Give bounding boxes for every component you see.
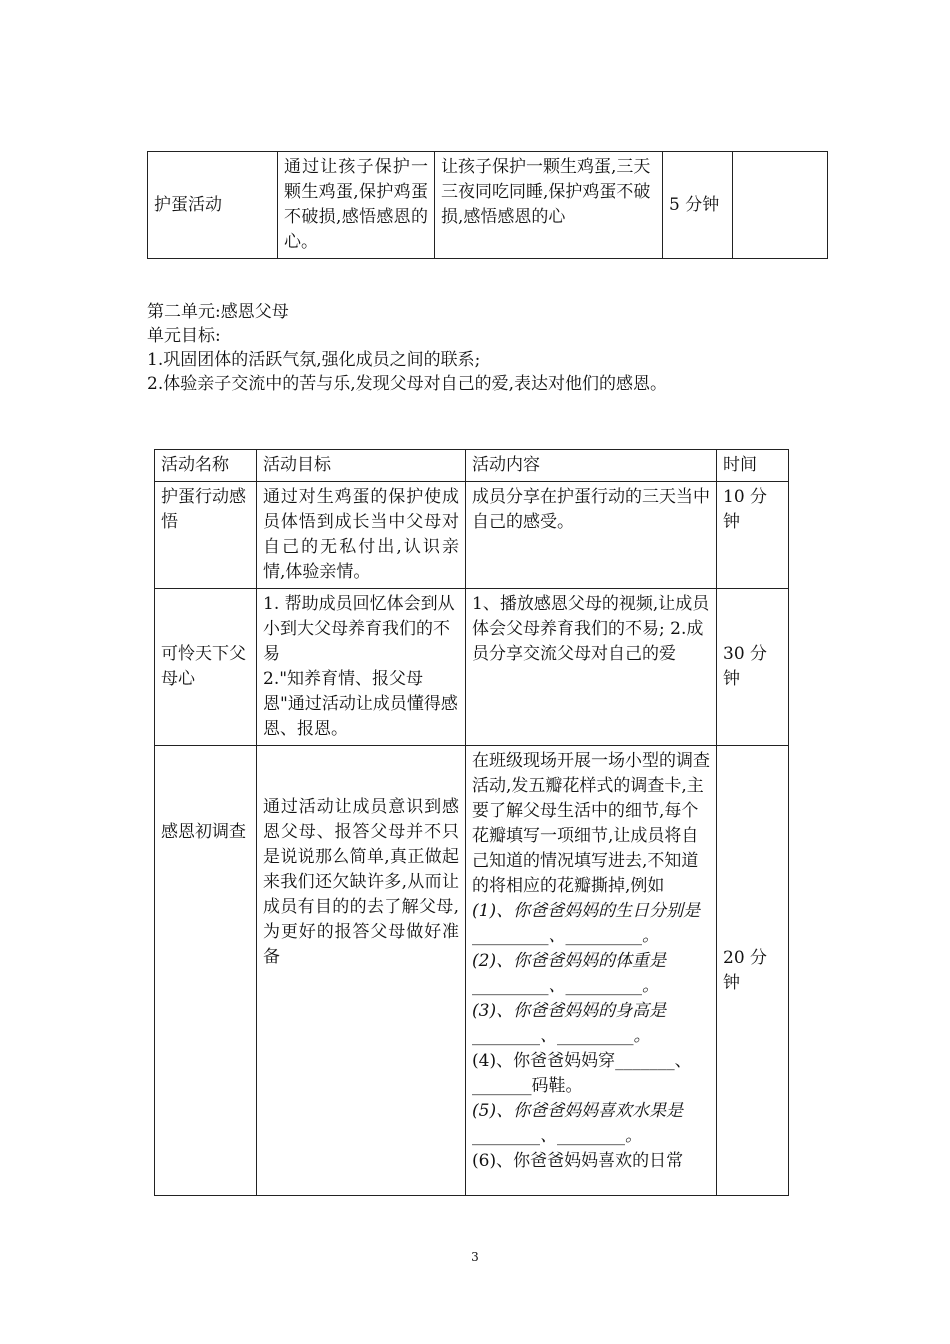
goal-item: 1. 帮助成员回忆体会到从小到大父母养育我们的不易 (263, 594, 455, 664)
unit-section (147, 300, 667, 396)
table-row (148, 152, 828, 259)
table-row (155, 589, 789, 746)
activity-goal (257, 589, 466, 746)
activity-name: 护蛋活动 (148, 152, 278, 259)
unit-goal-item: 1.巩固团体的活跃气氛,强化成员之间的联系; (147, 350, 481, 370)
survey-item: (4)、你爸爸妈妈穿_______、_______码鞋。 (472, 1051, 692, 1096)
survey-item: (2)、你爸爸妈妈的体重是_________、_________。 (472, 951, 667, 996)
activity-table-continued (147, 151, 828, 259)
activity-content: 成员分享在护蛋行动的三天当中自己的感受。 (466, 482, 717, 589)
activity-goal: 通过活动让成员意识到感恩父母、报答父母并不只是说说那么简单,真正做起来我们还欠缺许多,从而让成员有目的的去了解父母,为更好的报答父母做好准备 (257, 746, 466, 1196)
activity-table (154, 449, 789, 1196)
activity-name: 感恩初调查 (155, 746, 257, 1196)
activity-time: 10 分钟 (717, 482, 789, 589)
page-number: 3 (471, 1250, 479, 1264)
activity-name: 护蛋行动感悟 (155, 482, 257, 589)
activity-name: 可怜天下父母心 (155, 589, 257, 746)
header-activity-goal: 活动目标 (257, 450, 466, 482)
unit-goal-label: 单元目标: (147, 326, 221, 346)
survey-item: (3)、你爸爸妈妈的身高是________、_________。 (472, 1001, 667, 1046)
content-intro: 在班级现场开展一场小型的调查活动,发五瓣花样式的调查卡,主要了解父母生活中的细节,每个花瓣填写一项细节,让成员将自己知道的情况填写进去,不知道的将相应的花瓣撕掉,例如 (472, 751, 710, 896)
table-header-row (155, 450, 789, 482)
survey-item: (5)、你爸爸妈妈喜欢水果是________、________。 (472, 1101, 684, 1146)
activity-time: 5 分钟 (663, 152, 733, 259)
header-activity-name: 活动名称 (155, 450, 257, 482)
goal-item: 2."知养育情、报父母恩"通过活动让成员懂得感恩、报恩。 (263, 669, 458, 739)
header-activity-content: 活动内容 (466, 450, 717, 482)
unit-title: 第二单元:感恩父母 (147, 302, 289, 322)
activity-content: 让孩子保护一颗生鸡蛋,三天三夜同吃同睡,保护鸡蛋不破损,感悟感恩的心 (435, 152, 663, 259)
activity-goal: 通过让孩子保护一颗生鸡蛋,保护鸡蛋不破损,感悟感恩的心。 (278, 152, 435, 259)
unit-goal-item: 2.体验亲子交流中的苦与乐,发现父母对自己的爱,表达对他们的感恩。 (147, 374, 668, 394)
survey-item: (6)、你爸爸妈妈喜欢的日常 (472, 1151, 684, 1171)
activity-time: 30 分钟 (717, 589, 789, 746)
table-row (155, 746, 789, 1196)
activity-content: 1、播放感恩父母的视频,让成员体会父母养育我们的不易; 2.成员分享交流父母对自己的爱 (466, 589, 717, 746)
activity-goal: 通过对生鸡蛋的保护使成员体悟到成长当中父母对自己的无私付出,认识亲情,体验亲情。 (257, 482, 466, 589)
activity-content (466, 746, 717, 1196)
activity-time: 20 分钟 (717, 746, 789, 1196)
survey-item: (1)、你爸爸妈妈的生日分别是_________、_________。 (472, 901, 701, 946)
header-time: 时间 (717, 450, 789, 482)
empty-cell (733, 152, 828, 259)
table-row (155, 482, 789, 589)
